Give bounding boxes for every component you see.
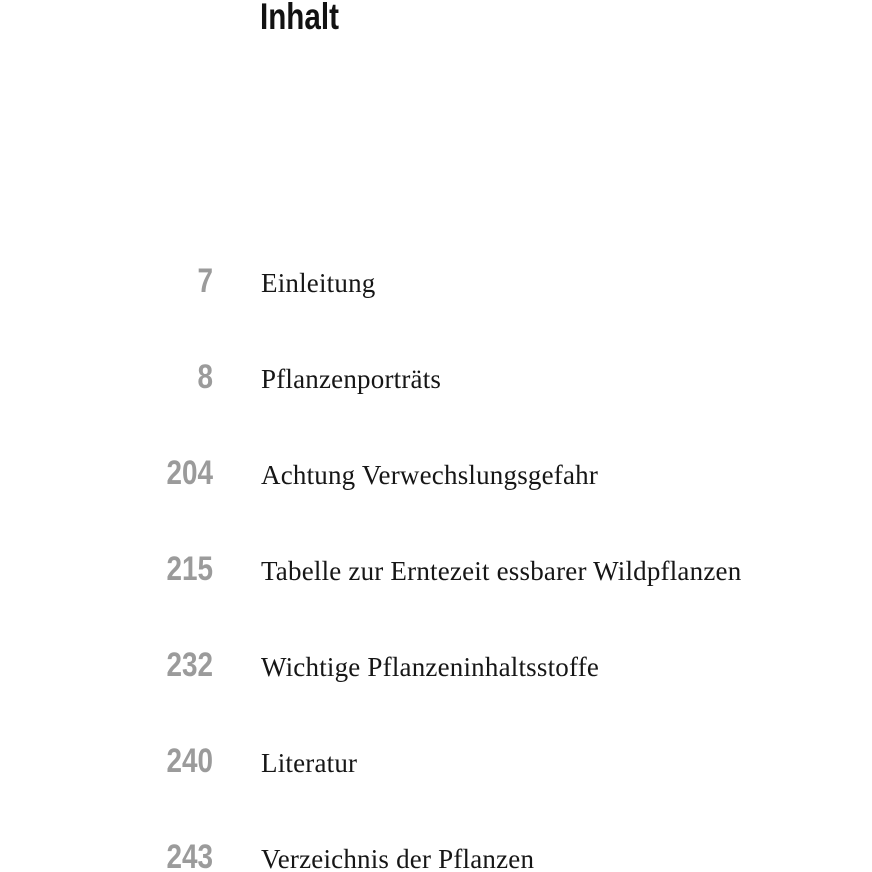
toc-page-number: 8 xyxy=(197,358,213,396)
page-title: Inhalt xyxy=(260,0,339,37)
toc-entry-label: Achtung Verwechslungsgefahr xyxy=(261,460,599,490)
toc-entry-label: Literatur xyxy=(261,748,358,778)
toc-page-number: 240 xyxy=(166,742,213,780)
toc-entry xyxy=(0,456,872,490)
toc-entry-label: Wichtige Pflanzeninhaltsstoffe xyxy=(261,652,600,682)
toc-page-number: 215 xyxy=(166,550,213,588)
toc-entry xyxy=(0,552,872,586)
toc-page-number: 232 xyxy=(166,646,213,684)
toc-entry xyxy=(0,648,872,682)
toc-entry xyxy=(0,744,872,778)
toc-entry-label: Tabelle zur Erntezeit essbarer Wildpflanzen xyxy=(261,556,742,586)
toc-entry-label: Einleitung xyxy=(261,268,376,298)
toc-page-number: 243 xyxy=(166,838,213,872)
toc-entry-label: Verzeichnis der Pflanzen xyxy=(261,844,535,872)
toc-page-number: 7 xyxy=(197,262,213,300)
toc-entry xyxy=(0,840,872,872)
toc-page-number: 204 xyxy=(166,454,213,492)
toc-entry xyxy=(0,264,872,298)
toc-entry xyxy=(0,360,872,394)
toc-entry-label: Pflanzenporträts xyxy=(261,364,442,394)
